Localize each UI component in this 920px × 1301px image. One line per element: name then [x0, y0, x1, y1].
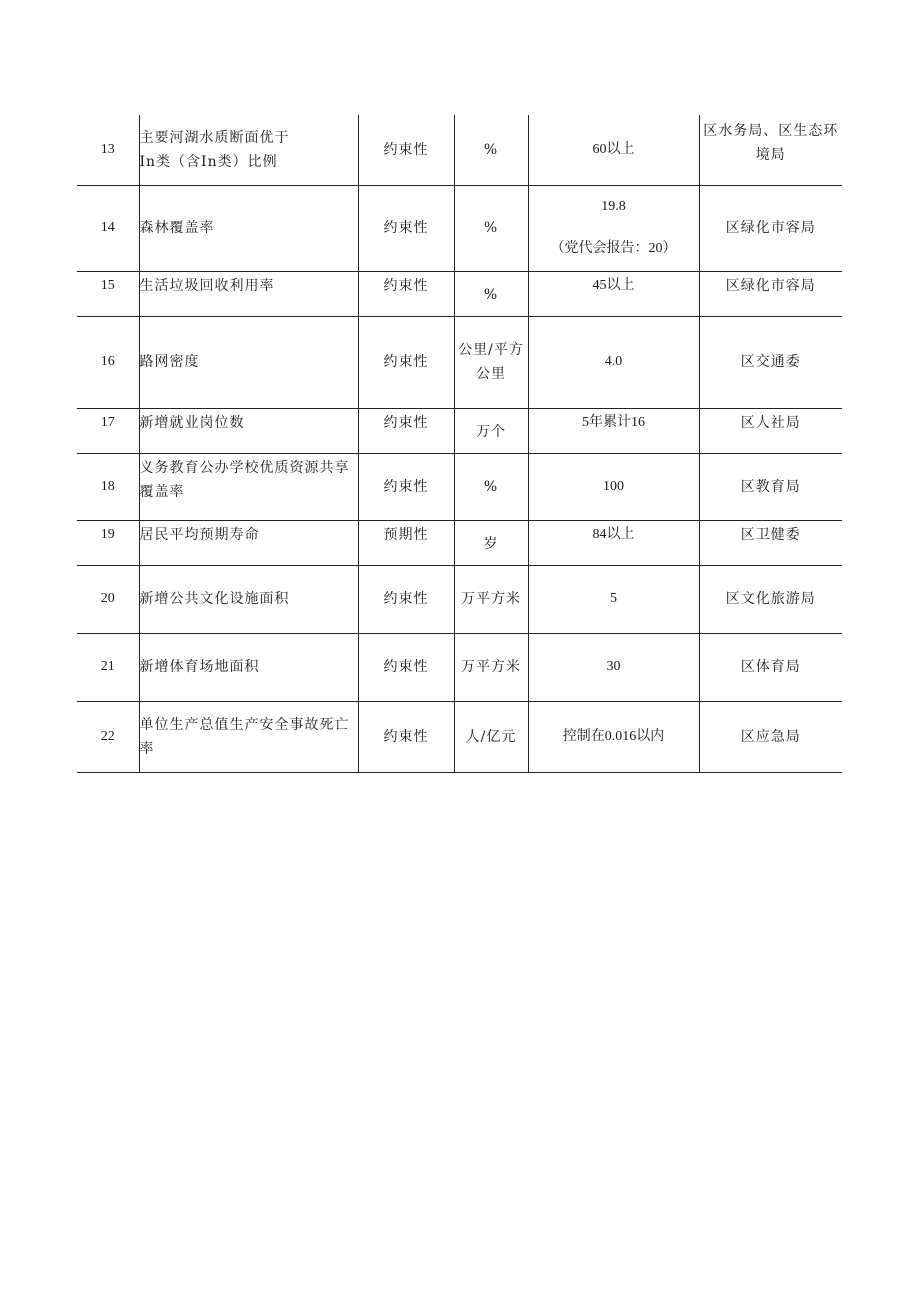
indicator-unit: 万平方米	[454, 565, 528, 633]
table-row	[77, 565, 842, 633]
indicator-target: 5年累计16	[528, 408, 699, 453]
table-row	[77, 701, 842, 772]
row-number: 16	[77, 316, 139, 408]
responsible-department: 区绿化市容局	[699, 185, 842, 271]
indicator-target: 5	[528, 565, 699, 633]
indicator-unit: %	[454, 453, 528, 520]
responsible-department: 区教育局	[699, 453, 842, 520]
indicator-unit: 人/亿元	[454, 701, 528, 772]
indicator-target: 45以上	[528, 271, 699, 316]
indicator-unit: 岁	[454, 520, 528, 565]
indicator-attribute: 约束性	[358, 565, 454, 633]
indicator-unit: 万平方米	[454, 633, 528, 701]
indicator-name: 新增就业岗位数	[139, 408, 358, 453]
row-number: 13	[77, 115, 139, 185]
indicator-attribute: 约束性	[358, 633, 454, 701]
indicator-attribute: 约束性	[358, 408, 454, 453]
indicator-attribute: 约束性	[358, 115, 454, 185]
row-number: 22	[77, 701, 139, 772]
table-row	[77, 453, 842, 520]
responsible-department: 区应急局	[699, 701, 842, 772]
indicator-attribute: 约束性	[358, 453, 454, 520]
table-row	[77, 115, 842, 185]
indicator-attribute: 约束性	[358, 701, 454, 772]
indicator-name: 居民平均预期寿命	[139, 520, 358, 565]
indicator-name: 新增体育场地面积	[139, 633, 358, 701]
target-note: （党代会报告：20）	[550, 241, 677, 256]
row-number: 14	[77, 185, 139, 271]
table-row	[77, 271, 842, 316]
indicator-attribute: 预期性	[358, 520, 454, 565]
indicator-target: 30	[528, 633, 699, 701]
responsible-department: 区文化旅游局	[699, 565, 842, 633]
table-row	[77, 633, 842, 701]
responsible-department: 区人社局	[699, 408, 842, 453]
indicator-table	[77, 115, 842, 773]
indicator-attribute: 约束性	[358, 185, 454, 271]
indicator-attribute: 约束性	[358, 316, 454, 408]
row-number: 15	[77, 271, 139, 316]
row-number: 21	[77, 633, 139, 701]
target-value: 19.8	[601, 199, 626, 214]
indicator-target: 100	[528, 453, 699, 520]
responsible-department: 区水务局、区生态环 境局	[699, 115, 842, 185]
table-row	[77, 408, 842, 453]
table-row	[77, 185, 842, 271]
indicator-attribute: 约束性	[358, 271, 454, 316]
indicator-unit: %	[454, 115, 528, 185]
indicator-name: 单位生产总值生产安全事故死亡 率	[139, 701, 358, 772]
responsible-department: 区体育局	[699, 633, 842, 701]
indicator-name: 森林覆盖率	[139, 185, 358, 271]
responsible-department: 区交通委	[699, 316, 842, 408]
indicator-name: 路网密度	[139, 316, 358, 408]
indicator-unit: 万个	[454, 408, 528, 453]
table-row	[77, 316, 842, 408]
table-row	[77, 520, 842, 565]
responsible-department: 区绿化市容局	[699, 271, 842, 316]
indicator-name: 新增公共文化设施面积	[139, 565, 358, 633]
indicator-name: 主要河湖水质断面优于 In类（含In类）比例	[139, 115, 358, 185]
indicator-name: 义务教育公办学校优质资源共享 覆盖率	[139, 453, 358, 520]
indicator-unit: %	[454, 271, 528, 316]
indicator-name: 生活垃圾回收利用率	[139, 271, 358, 316]
indicator-target: 4.0	[528, 316, 699, 408]
responsible-department: 区卫健委	[699, 520, 842, 565]
indicator-unit: %	[454, 185, 528, 271]
indicator-target	[528, 185, 699, 271]
indicator-unit: 公里/平方 公里	[454, 316, 528, 408]
row-number: 20	[77, 565, 139, 633]
row-number: 18	[77, 453, 139, 520]
indicator-target: 84以上	[528, 520, 699, 565]
indicator-target: 60以上	[528, 115, 699, 185]
indicator-target: 控制在0.016以内	[528, 701, 699, 772]
row-number: 19	[77, 520, 139, 565]
row-number: 17	[77, 408, 139, 453]
